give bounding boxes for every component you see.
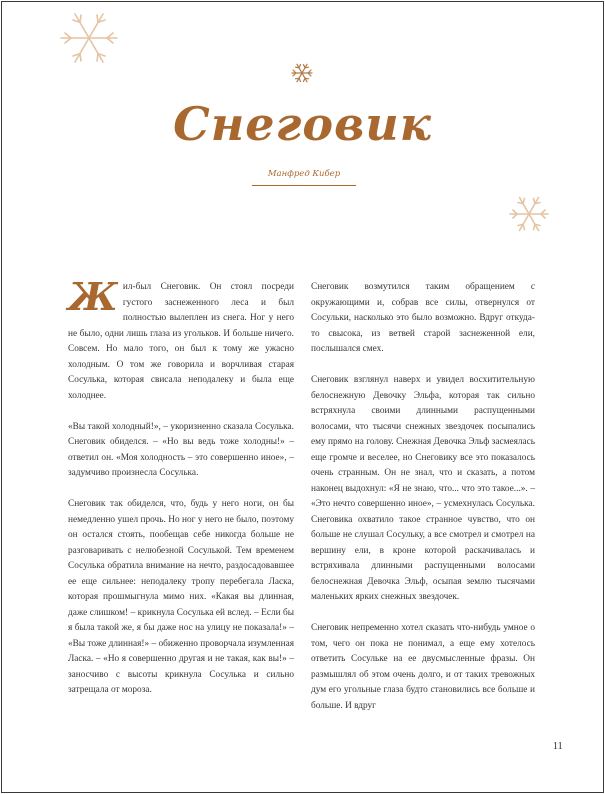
page-number: 11: [553, 741, 563, 752]
author-name: Манфред Кибер: [252, 169, 356, 186]
page-title: Снеговик: [173, 97, 432, 151]
paragraph: Снеговик так обиделся, что, будь у него ноги, он бы немедленно ушел прочь. Но ног у него не было, поэтому он остался стоять, пообещав себе никогда больше не разговаривать с нелюбезной Сосулькой. Тем временем Сосулька обратила внимание на нечто, раздосадовавшее ее еще сильнее: неподалеку тропу перебегала Ласка, которая прошмыгнула мимо них. «Какая вы длинная, даже слишком! – крикнула Сосулька ей вслед. – Если бы я была такой же, я бы даже нос на улицу не показала!» – «Вы тоже длинная!» – обиженно проворчала изумленная Ласка. – «Но я совершенно другая и не такая, как вы!» – заносчиво с высоты крикнула Сосулька и сильно затрещала от мороза.: [68, 499, 294, 695]
paragraph: Снеговик непременно хотел сказать что-нибудь умное о том, чего он пока не понимал, а еще ему хотелось ответить Сосульке на ее двусмысленные фразы. Он размышлял об этом очень долго, и от таких тревожных дум его угольные глаза будто становились все больше и больше. И вдруг: [311, 623, 535, 711]
snowflake-icon: [57, 6, 121, 70]
text-column-left: [68, 274, 294, 714]
snowflake-right-icon: [507, 192, 551, 236]
drop-cap: Ж: [68, 274, 118, 319]
paragraph: Снеговик взглянул наверх и увидел восхитительную белоснежную Девочку Эльфа, которая так сильно встряхнула своими длинными распущенными волосами, что тысячи снежных звездочек посыпались ему прямо на голову. Снежная Девочка Эльф засмеялась еще громче и веселее, но Снеговику все это показалось очень странным. Он не знал, что и сказать, а потом наконец выдохнул: «Я не знаю, что... что это такое...». – «Это нечто совершенно иное», – усмехнулась Сосулька. Снеговика охватило такое странное чувство, что он больше не слушал Сосульку, а все смотрел и смотрел на вершину ели, в кроне которой раскачивалась и встряхивала длинными распущенными волосами белоснежная Девочка Эльф, осыпая землю тысячами маленьких ярких снежных звездочек.: [311, 375, 535, 602]
book-page: [1, 1, 604, 793]
paragraph: «Вы такой холодный!», – укоризненно сказала Сосулька. Снеговик обиделся. – «Но вы ведь тоже холодны!» – ответил он. «Моя холодность – это совершенно иное», – задумчиво произнесла Сосулька.: [68, 421, 294, 478]
small-snowflake-icon: [290, 61, 314, 85]
text-column-right: [311, 280, 535, 730]
paragraph: Снеговик возмутился таким обращением с окружающими и, собрав все силы, отвернулся от Сосульки, насколько это было возможно. Вдруг откуда-то свысока, из ветвей старой заснеженной ели, послышался смех.: [311, 282, 535, 354]
paragraph: Жил-был Снеговик. Он стоял посреди густого заснеженного леса и был полностью вылеплен из снега. Ног у него не было, одни лишь глаза из угольков. И больше ничего. Совсем. Но мало того, он был к тому же ужасно холодным. О том же говорила и ворчливая старая Сосулька, которая свисала неподалеку и была еще холоднее.: [68, 274, 294, 401]
